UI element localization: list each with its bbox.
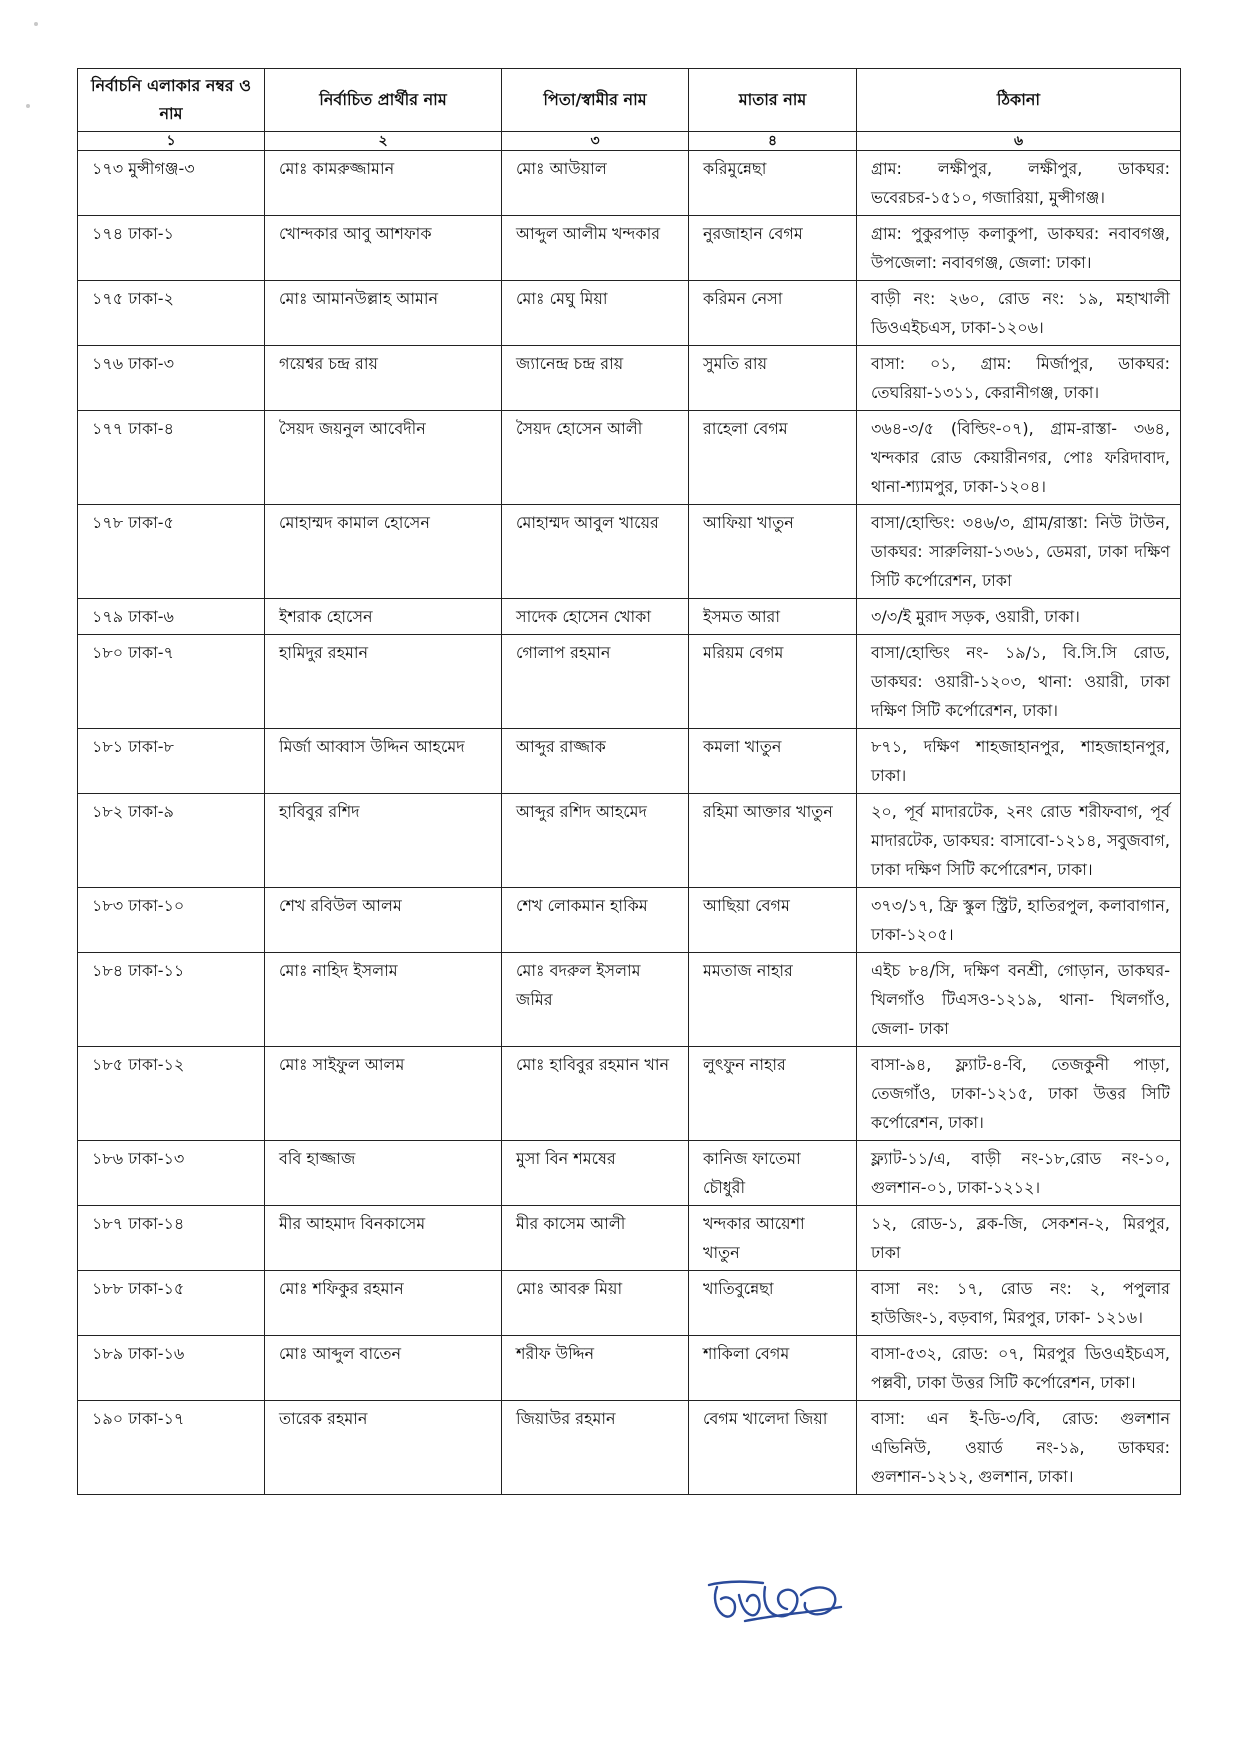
cell-area: ১৯০ ঢাকা-১৭ <box>78 1401 265 1495</box>
cell-address: ২০, পূর্ব মাদারটেক, ২নং রোড শরীফবাগ, পূর্ব মাদারটেক, ডাকঘর: বাসাবো-১২১৪, সবুজবাগ, ঢাকা দক্ষিণ সিটি কর্পোরেশন, ঢাকা। <box>857 794 1181 888</box>
table-row <box>78 794 1181 888</box>
header-mother: মাতার নাম <box>689 69 857 132</box>
header-area: নির্বাচনি এলাকার নম্বর ও নাম <box>78 69 265 132</box>
cell-father-name: মোহাম্মদ আবুল খায়ের <box>502 505 689 599</box>
cell-area: ১৭৪ ঢাকা-১ <box>78 216 265 281</box>
cell-area: ১৮৮ ঢাকা-১৫ <box>78 1271 265 1336</box>
cell-candidate-name: হামিদুর রহমান <box>265 635 502 729</box>
cell-address: গ্রাম: লক্ষীপুর, লক্ষীপুর, ডাকঘর: ভবেরচর-১৫১০, গজারিয়া, মুন্সীগঞ্জ। <box>857 151 1181 216</box>
column-number: ৩ <box>502 132 689 151</box>
cell-father-name: শরীফ উদ্দিন <box>502 1336 689 1401</box>
cell-mother-name: মমতাজ নাহার <box>689 953 857 1047</box>
table-row <box>78 888 1181 953</box>
cell-father-name: গোলাপ রহমান <box>502 635 689 729</box>
cell-mother-name: রহিমা আক্তার খাতুন <box>689 794 857 888</box>
header-candidate: নির্বাচিত প্রার্থীর নাম <box>265 69 502 132</box>
cell-candidate-name: খোন্দকার আবু আশফাক <box>265 216 502 281</box>
cell-area: ১৮৬ ঢাকা-১৩ <box>78 1141 265 1206</box>
cell-candidate-name: মোহাম্মদ কামাল হোসেন <box>265 505 502 599</box>
cell-address: বাসা-৯৪, ফ্ল্যাট-৪-বি, তেজকুনী পাড়া, তেজগাঁও, ঢাকা-১২১৫, ঢাকা উত্তর সিটি কর্পোরেশন, ঢাকা। <box>857 1047 1181 1141</box>
cell-candidate-name: ববি হাজ্জাজ <box>265 1141 502 1206</box>
table-row <box>78 505 1181 599</box>
table-header-row <box>78 69 1181 132</box>
cell-area: ১৭৭ ঢাকা-৪ <box>78 411 265 505</box>
cell-candidate-name: মোঃ আমানউল্লাহ আমান <box>265 281 502 346</box>
cell-father-name: জ্যানেন্দ্র চন্দ্র রায় <box>502 346 689 411</box>
cell-candidate-name: মোঃ আব্দুল বাতেন <box>265 1336 502 1401</box>
cell-candidate-name: মোঃ সাইফুল আলম <box>265 1047 502 1141</box>
cell-area: ১৭৯ ঢাকা-৬ <box>78 599 265 635</box>
cell-father-name: শেখ লোকমান হাকিম <box>502 888 689 953</box>
cell-father-name: মোঃ বদরুল ইসলাম জমির <box>502 953 689 1047</box>
table-body <box>78 151 1181 1495</box>
cell-father-name: আব্দুর রশিদ আহমেদ <box>502 794 689 888</box>
cell-candidate-name: হাবিবুর রশিদ <box>265 794 502 888</box>
column-number: ২ <box>265 132 502 151</box>
cell-address: এইচ ৮৪/সি, দক্ষিণ বনশ্রী, গোড়ান, ডাকঘর-খিলগাঁও টিএসও-১২১৯, থানা- খিলগাঁও, জেলা- ঢাকা <box>857 953 1181 1047</box>
cell-area: ১৮২ ঢাকা-৯ <box>78 794 265 888</box>
cell-address: ফ্ল্যাট-১১/এ, বাড়ী নং-১৮,রোড নং-১০, গুলশান-০১, ঢাকা-১২১২। <box>857 1141 1181 1206</box>
cell-father-name: মোঃ আউয়াল <box>502 151 689 216</box>
cell-mother-name: ইসমত আরা <box>689 599 857 635</box>
scan-speck <box>26 104 30 108</box>
cell-address: বাসা/হোল্ডিং নং- ১৯/১, বি.সি.সি রোড, ডাকঘর: ওয়ারী-১২০৩, থানা: ওয়ারী, ঢাকা দক্ষিণ সিটি কর্পোরেশন, ঢাকা। <box>857 635 1181 729</box>
cell-address: ১২, রোড-১, ব্লক-জি, সেকশন-২, মিরপুর, ঢাকা <box>857 1206 1181 1271</box>
table-row <box>78 729 1181 794</box>
cell-father-name: মুসা বিন শমষের <box>502 1141 689 1206</box>
cell-mother-name: আফিয়া খাতুন <box>689 505 857 599</box>
cell-candidate-name: শেখ রবিউল আলম <box>265 888 502 953</box>
cell-father-name: মোঃ হাবিবুর রহমান খান <box>502 1047 689 1141</box>
column-number: ৪ <box>689 132 857 151</box>
table-row <box>78 953 1181 1047</box>
cell-area: ১৮০ ঢাকা-৭ <box>78 635 265 729</box>
cell-mother-name: খাতিবুন্নেছা <box>689 1271 857 1336</box>
cell-address: বাসা: এন ই-ডি-৩/বি, রোড: গুলশান এভিনিউ, ওয়ার্ড নং-১৯, ডাকঘর: গুলশান-১২১২, গুলশান, ঢাকা। <box>857 1401 1181 1495</box>
column-number: ১ <box>78 132 265 151</box>
cell-candidate-name: সৈয়দ জয়নুল আবেদীন <box>265 411 502 505</box>
elected-candidates-table <box>77 68 1181 1495</box>
cell-candidate-name: গয়েশ্বর চন্দ্র রায় <box>265 346 502 411</box>
cell-area: ১৭৩ মুন্সীগঞ্জ-৩ <box>78 151 265 216</box>
cell-address: বাসা: ০১, গ্রাম: মির্জাপুর, ডাকঘর: তেঘরিয়া-১৩১১, কেরানীগঞ্জ, ঢাকা। <box>857 346 1181 411</box>
cell-candidate-name: মির্জা আব্বাস উদ্দিন আহমেদ <box>265 729 502 794</box>
cell-candidate-name: ইশরাক হোসেন <box>265 599 502 635</box>
cell-father-name: সৈয়দ হোসেন আলী <box>502 411 689 505</box>
table-row <box>78 346 1181 411</box>
table-row <box>78 1206 1181 1271</box>
table-row <box>78 1401 1181 1495</box>
cell-father-name: মোঃ মেঘু মিয়া <box>502 281 689 346</box>
cell-address: ৩/৩/ই মুরাদ সড়ক, ওয়ারী, ঢাকা। <box>857 599 1181 635</box>
signature <box>705 1575 845 1625</box>
table-row <box>78 599 1181 635</box>
cell-candidate-name: মীর আহমাদ বিনকাসেম <box>265 1206 502 1271</box>
cell-candidate-name: মোঃ শফিকুর রহমান <box>265 1271 502 1336</box>
cell-address: গ্রাম: পুকুরপাড় কলাকুপা, ডাকঘর: নবাবগঞ্জ, উপজেলা: নবাবগঞ্জ, জেলা: ঢাকা। <box>857 216 1181 281</box>
cell-mother-name: বেগম খালেদা জিয়া <box>689 1401 857 1495</box>
cell-address: বাসা-৫৩২, রোড: ০৭, মিরপুর ডিওএইচএস, পল্লবী, ঢাকা উত্তর সিটি কর্পোরেশন, ঢাকা। <box>857 1336 1181 1401</box>
table-row <box>78 1271 1181 1336</box>
cell-area: ১৮১ ঢাকা-৮ <box>78 729 265 794</box>
cell-area: ১৭৬ ঢাকা-৩ <box>78 346 265 411</box>
column-number-row <box>78 132 1181 151</box>
cell-address: ৩৭৩/১৭, ফ্রি স্কুল স্ট্রিট, হাতিরপুল, কলাবাগান, ঢাকা-১২০৫। <box>857 888 1181 953</box>
table-row <box>78 151 1181 216</box>
table-row <box>78 1141 1181 1206</box>
cell-mother-name: করিমুন্নেছা <box>689 151 857 216</box>
cell-address: বাড়ী নং: ২৬০, রোড নং: ১৯, মহাখালী ডিওএইচএস, ঢাকা-১২০৬। <box>857 281 1181 346</box>
cell-address: বাসা নং: ১৭, রোড নং: ২, পপুলার হাউজিং-১, বড়বাগ, মিরপুর, ঢাকা- ১২১৬। <box>857 1271 1181 1336</box>
cell-mother-name: লুৎফুন নাহার <box>689 1047 857 1141</box>
cell-candidate-name: মোঃ নাহিদ ইসলাম <box>265 953 502 1047</box>
cell-area: ১৮৯ ঢাকা-১৬ <box>78 1336 265 1401</box>
cell-mother-name: শাকিলা বেগম <box>689 1336 857 1401</box>
cell-address: ৩৬৪-৩/৫ (বিল্ডিং-০৭), গ্রাম-রাস্তা- ৩৬৪, খন্দকার রোড কেয়ারীনগর, পোঃ ফরিদাবাদ, থানা-শ্যামপুর, ঢাকা-১২০৪। <box>857 411 1181 505</box>
cell-mother-name: মরিয়ম বেগম <box>689 635 857 729</box>
cell-area: ১৮৩ ঢাকা-১০ <box>78 888 265 953</box>
cell-mother-name: খন্দকার আয়েশা খাতুন <box>689 1206 857 1271</box>
cell-mother-name: রাহেলা বেগম <box>689 411 857 505</box>
cell-father-name: মীর কাসেম আলী <box>502 1206 689 1271</box>
cell-mother-name: আছিয়া বেগম <box>689 888 857 953</box>
scan-speck <box>34 22 38 26</box>
table-row <box>78 1047 1181 1141</box>
cell-candidate-name: মোঃ কামরুজ্জামান <box>265 151 502 216</box>
cell-mother-name: করিমন নেসা <box>689 281 857 346</box>
column-number: ৬ <box>857 132 1181 151</box>
cell-father-name: সাদেক হোসেন খোকা <box>502 599 689 635</box>
cell-area: ১৮৭ ঢাকা-১৪ <box>78 1206 265 1271</box>
cell-mother-name: কমলা খাতুন <box>689 729 857 794</box>
table-row <box>78 216 1181 281</box>
cell-father-name: মোঃ আবরু মিয়া <box>502 1271 689 1336</box>
cell-father-name: জিয়াউর রহমান <box>502 1401 689 1495</box>
table-row <box>78 281 1181 346</box>
cell-mother-name: কানিজ ফাতেমা চৌধুরী <box>689 1141 857 1206</box>
header-address: ঠিকানা <box>857 69 1181 132</box>
header-father: পিতা/স্বামীর নাম <box>502 69 689 132</box>
cell-mother-name: নুরজাহান বেগম <box>689 216 857 281</box>
cell-father-name: আব্দুর রাজ্জাক <box>502 729 689 794</box>
cell-address: বাসা/হোল্ডিং: ৩৪৬/৩, গ্রাম/রাস্তা: নিউ টাউন, ডাকঘর: সারুলিয়া-১৩৬১, ডেমরা, ঢাকা দক্ষিণ সিটি কর্পোরেশন, ঢাকা <box>857 505 1181 599</box>
cell-father-name: আব্দুল আলীম খন্দকার <box>502 216 689 281</box>
cell-address: ৮৭১, দক্ষিণ শাহজাহানপুর, শাহজাহানপুর, ঢাকা। <box>857 729 1181 794</box>
cell-area: ১৮৫ ঢাকা-১২ <box>78 1047 265 1141</box>
table-row <box>78 635 1181 729</box>
cell-area: ১৭৮ ঢাকা-৫ <box>78 505 265 599</box>
table-row <box>78 1336 1181 1401</box>
cell-area: ১৭৫ ঢাকা-২ <box>78 281 265 346</box>
cell-mother-name: সুমতি রায় <box>689 346 857 411</box>
cell-candidate-name: তারেক রহমান <box>265 1401 502 1495</box>
cell-area: ১৮৪ ঢাকা-১১ <box>78 953 265 1047</box>
table-row <box>78 411 1181 505</box>
candidates-table-container <box>77 68 1180 1495</box>
